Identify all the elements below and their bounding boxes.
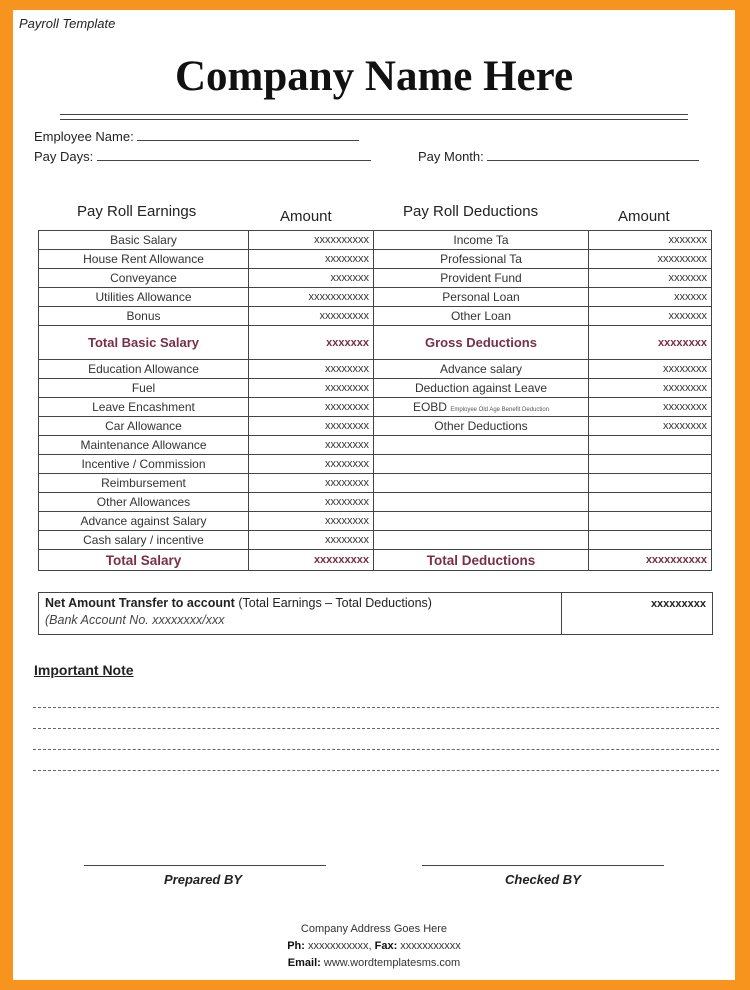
- net-amount-description: [39, 593, 562, 635]
- company-name: Company Name Here: [174, 53, 574, 100]
- deduction-amount: xxxxxxx: [589, 231, 712, 250]
- deduction-amount: xxxxxxxx: [589, 379, 712, 398]
- prepared-by-label: Prepared BY: [164, 872, 243, 887]
- earning-label: Car Allowance: [39, 417, 249, 436]
- table-row: [39, 307, 712, 326]
- earning-amount: xxxxxxx: [249, 269, 374, 288]
- earning-amount: xxxxxxxx: [249, 417, 374, 436]
- table-row: [39, 398, 712, 417]
- fax-value: xxxxxxxxxxx: [400, 940, 461, 952]
- deduction-label: Personal Loan: [374, 288, 589, 307]
- phone-label: Ph:: [287, 940, 305, 952]
- pay-month-line[interactable]: [487, 148, 699, 161]
- footer-address: Company Address Goes Here: [300, 923, 448, 935]
- total-basic-salary-amount: xxxxxxx: [249, 326, 374, 360]
- deduction-label: [374, 512, 589, 531]
- total-salary-amount: xxxxxxxxx: [249, 550, 374, 571]
- earning-amount: xxxxxxxx: [249, 455, 374, 474]
- total-basic-salary-label: Total Basic Salary: [39, 326, 249, 360]
- earning-amount: xxxxxxxx: [249, 474, 374, 493]
- earning-amount: xxxxxxxx: [249, 436, 374, 455]
- earnings-amount-header: Amount: [280, 208, 332, 225]
- deduction-amount: xxxxxxxx: [589, 398, 712, 417]
- table-row: [39, 379, 712, 398]
- earning-amount: xxxxxxxx: [249, 531, 374, 550]
- earning-amount: xxxxxxxxxxx: [249, 288, 374, 307]
- earning-label: Reimbursement: [39, 474, 249, 493]
- employee-name-label: Employee Name:: [34, 129, 134, 144]
- deduction-label: EOBD Employee Old Age Benefit Deduction: [374, 398, 589, 417]
- earning-label: Bonus: [39, 307, 249, 326]
- table-row: [39, 436, 712, 455]
- note-line[interactable]: [33, 707, 719, 708]
- earning-label: Other Allowances: [39, 493, 249, 512]
- table-row: [39, 231, 712, 250]
- deduction-label: [374, 493, 589, 512]
- deduction-label: Other Loan: [374, 307, 589, 326]
- earning-label: Advance against Salary: [39, 512, 249, 531]
- total-deductions-label: Total Deductions: [374, 550, 589, 571]
- earning-amount: xxxxxxxx: [249, 512, 374, 531]
- email-label: Email:: [287, 957, 321, 969]
- table-row: [39, 250, 712, 269]
- earning-amount: xxxxxxxx: [249, 360, 374, 379]
- deduction-label: [374, 474, 589, 493]
- deduction-label: Income Ta: [374, 231, 589, 250]
- earning-label: Fuel: [39, 379, 249, 398]
- net-amount-value: xxxxxxxxx: [562, 593, 713, 635]
- deduction-amount: [589, 436, 712, 455]
- note-line[interactable]: [33, 728, 719, 729]
- earning-label: Leave Encashment: [39, 398, 249, 417]
- important-note-title: Important Note: [34, 662, 134, 678]
- deductions-header: Pay Roll Deductions: [403, 203, 539, 220]
- employee-name-line[interactable]: [137, 128, 359, 141]
- total-row: [39, 550, 712, 571]
- deduction-label: [374, 531, 589, 550]
- table-row: [39, 360, 712, 379]
- total-deductions-amount: xxxxxxxxxx: [589, 550, 712, 571]
- pay-days-line[interactable]: [97, 148, 371, 161]
- net-amount-table: [38, 592, 713, 635]
- total-salary-label: Total Salary: [39, 550, 249, 571]
- checked-signature-line[interactable]: [422, 865, 664, 866]
- employee-name-field: [34, 128, 359, 144]
- table-row: [39, 455, 712, 474]
- payroll-sheet: [13, 10, 735, 980]
- table-row: [39, 512, 712, 531]
- pay-days-label: Pay Days:: [34, 149, 94, 164]
- deduction-amount: [589, 512, 712, 531]
- gross-deductions-label: Gross Deductions: [374, 326, 589, 360]
- earning-label: Basic Salary: [39, 231, 249, 250]
- net-amount-formula: (Total Earnings – Total Deductions): [238, 596, 432, 610]
- table-row: [39, 531, 712, 550]
- prepared-signature-line[interactable]: [84, 865, 326, 866]
- bank-account: (Bank Account No. xxxxxxxx/xxx: [45, 613, 225, 627]
- deduction-amount: [589, 493, 712, 512]
- earning-amount: xxxxxxxx: [249, 493, 374, 512]
- earning-label: Utilities Allowance: [39, 288, 249, 307]
- earning-amount: xxxxxxxxx: [249, 307, 374, 326]
- footer-email: [13, 957, 735, 969]
- deduction-label: [374, 455, 589, 474]
- deduction-amount: [589, 531, 712, 550]
- earning-label: Maintenance Allowance: [39, 436, 249, 455]
- table-row: [39, 269, 712, 288]
- deduction-amount: xxxxxxxx: [589, 417, 712, 436]
- total-basic-row: [39, 326, 712, 360]
- deduction-label: Advance salary: [374, 360, 589, 379]
- deduction-label: Deduction against Leave: [374, 379, 589, 398]
- earning-label: Conveyance: [39, 269, 249, 288]
- earning-label: Incentive / Commission: [39, 455, 249, 474]
- net-amount-title: Net Amount Transfer to account: [45, 596, 235, 610]
- template-label: Payroll Template: [19, 16, 116, 31]
- deduction-amount: xxxxxx: [589, 288, 712, 307]
- title-rule-bottom: [60, 119, 688, 120]
- note-line[interactable]: [33, 749, 719, 750]
- earning-amount: xxxxxxxx: [249, 250, 374, 269]
- deduction-amount: xxxxxxxxx: [589, 250, 712, 269]
- table-row: [39, 493, 712, 512]
- deduction-amount: [589, 455, 712, 474]
- deduction-note: Employee Old Age Benefit Deduction: [450, 407, 550, 413]
- deduction-label: Provident Fund: [374, 269, 589, 288]
- earning-label: Education Allowance: [39, 360, 249, 379]
- earnings-header: Pay Roll Earnings: [77, 203, 197, 220]
- note-line[interactable]: [33, 770, 719, 771]
- checked-by-label: Checked BY: [505, 872, 581, 887]
- deduction-amount: xxxxxxx: [589, 269, 712, 288]
- fax-label: Fax:: [374, 940, 398, 952]
- deduction-label: [374, 436, 589, 455]
- gross-deductions-amount: xxxxxxxx: [589, 326, 712, 360]
- email-value[interactable]: www.wordtemplatesms.com: [323, 957, 461, 969]
- deduction-amount: xxxxxxx: [589, 307, 712, 326]
- earning-label: Cash salary / incentive: [39, 531, 249, 550]
- earning-label: House Rent Allowance: [39, 250, 249, 269]
- earning-amount: xxxxxxxx: [249, 398, 374, 417]
- footer-contact: [13, 940, 735, 952]
- table-row: [39, 417, 712, 436]
- payroll-table: [38, 230, 712, 571]
- pay-days-field: [34, 148, 371, 164]
- phone-value: xxxxxxxxxxx,: [307, 940, 372, 952]
- pay-month-label: Pay Month:: [418, 149, 484, 164]
- deduction-amount: xxxxxxxx: [589, 360, 712, 379]
- table-row: [39, 288, 712, 307]
- deduction-label: Other Deductions: [374, 417, 589, 436]
- deductions-amount-header: Amount: [618, 208, 670, 225]
- earning-amount: xxxxxxxx: [249, 379, 374, 398]
- earning-amount: xxxxxxxxxx: [249, 231, 374, 250]
- table-row: [39, 474, 712, 493]
- deduction-label: Professional Ta: [374, 250, 589, 269]
- pay-month-field: [418, 148, 699, 164]
- title-rule-top: [60, 114, 688, 115]
- deduction-amount: [589, 474, 712, 493]
